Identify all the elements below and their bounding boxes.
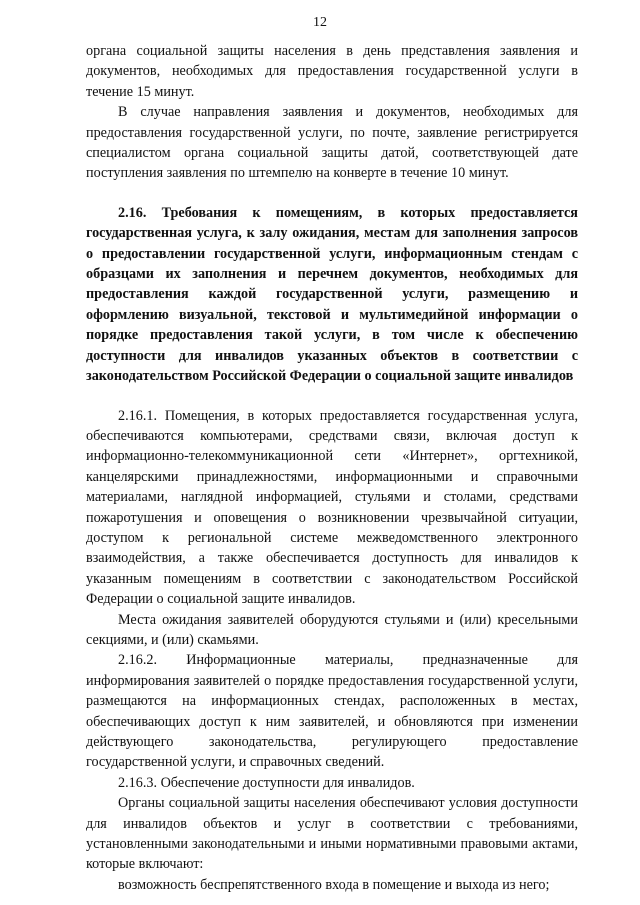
paragraph-waiting-places: Места ожидания заявителей оборудуются стульями и (или) кресельными секциями, и (или) скамьями. bbox=[86, 611, 578, 648]
paragraph-2-16-1: 2.16.1. Помещения, в которых предоставляется государственная услуга, обеспечиваются компьютерами, средствами связи, включая доступ к информационно-телекоммуникационной сети «Интернет», оргтехникой, канцелярскими принадлежностями, информационными и справочными материалами, наглядной информацией, стульями и столами, средствами пожаротушения и оповещения о возникновении чрезвычайной ситуации, доступом к региональной системе межведомственного электронного взаимодействия, а также обеспечивается доступность для инвалидов к указанным помещениям в соответствии с законодательством Российской Федерации о социальной защите инвалидов. bbox=[86, 407, 578, 608]
paragraph-2-16-2: 2.16.2. Информационные материалы, предназначенные для информирования заявителей о порядке предоставления государственной услуги, размещаются на информационных стендах, расположенных в местах, обеспечивающих доступ к ним заявителей, и обновляются при изменении действующего законодательства, регулирующего предоставление государственной услуги, и справочных сведений. bbox=[86, 652, 578, 771]
paragraph-2-16-3: 2.16.3. Обеспечение доступности для инвалидов. bbox=[118, 774, 415, 791]
section-heading-2-16: 2.16. Требования к помещениям, в которых предоставляется государственная услуга, к залу ожидания, местам для заполнения запросов о предоставлении государственной услуги, информационным стендам с образцами их заполнения и перечнем документов, необходимых для предоставления каждой государственной услуги, размещению и оформлению визуальной, текстовой и мультимедийной информации о порядке предоставления такой услуги, в том числе к обеспечению доступности для инвалидов указанных объектов в соответствии с законодательством Российской Федерации о социальной защите инвалидов bbox=[86, 204, 578, 385]
paragraph-continuation: органа социальной защиты населения в день представления заявления и документов, необходимых для предоставления государственной услуги в течение 15 минут. bbox=[86, 43, 578, 100]
paragraph-mail-registration: В случае направления заявления и документов, необходимых для предоставления государственной услуги, по почте, заявление регистрируется специалистом органа социальной защиты датой, соответствующей дате поступления заявления по штемпелю на конверте в течение 10 минут. bbox=[86, 104, 578, 182]
paragraph-unhindered-entry: возможность беспрепятственного входа в помещение и выхода из него; bbox=[118, 876, 550, 893]
document-body bbox=[86, 41, 578, 895]
paragraph-accessibility-conditions: Органы социальной защиты населения обеспечивают условия доступности для инвалидов объектов и услуг в соответствии с требованиями, установленными законодательными и иными нормативными правовыми актами, которые включают: bbox=[86, 795, 578, 873]
page-number: 12 bbox=[313, 15, 327, 30]
